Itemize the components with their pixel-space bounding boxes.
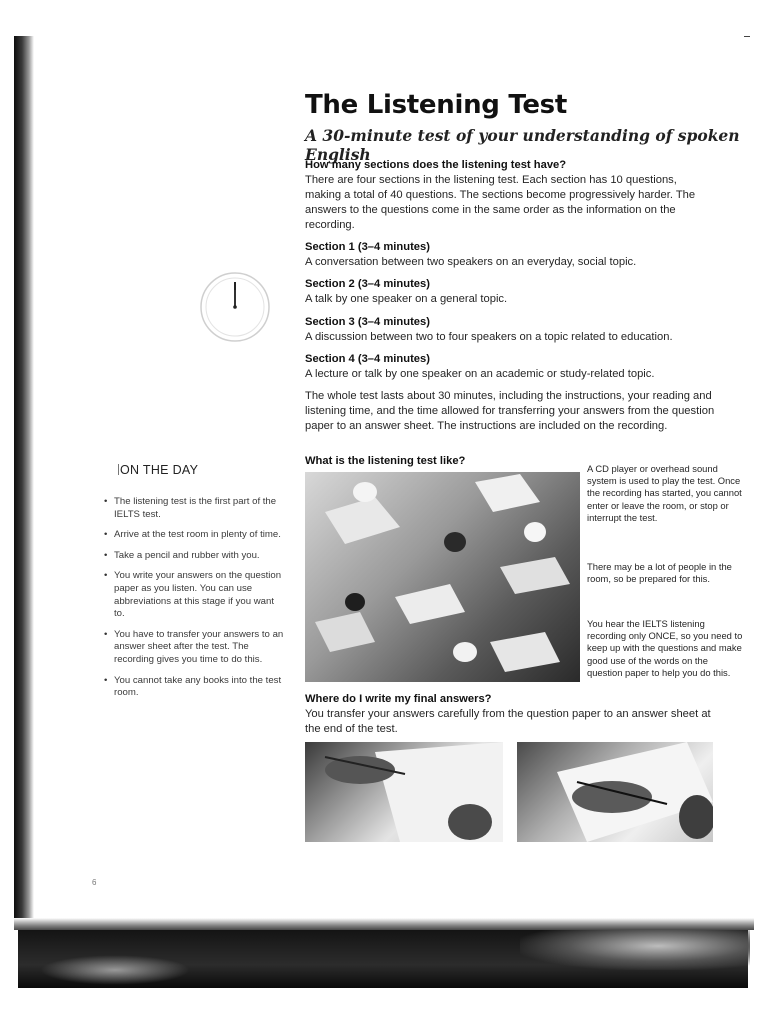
section-body: A lecture or talk by one speaker on an academic or study-related topic.	[305, 368, 655, 380]
section-body: A conversation between two speakers on an everyday, social topic.	[305, 256, 637, 268]
section-heading: Section 4 (3–4 minutes)	[305, 353, 430, 365]
page-number: 6	[92, 878, 97, 887]
section-heading: Section 3 (3–4 minutes)	[305, 316, 430, 328]
section-body: A discussion between two to four speakers on a topic related to education.	[305, 331, 673, 343]
list-item: • Arrive at the test room in plenty of time.	[104, 529, 284, 542]
heading-tick	[118, 464, 119, 475]
duration-paragraph: The whole test lasts about 30 minutes, including the instructions, your reading and listening time, and the time allowed for transferring your answers from the question paper to an answer sheet. The instructions are included on the recording.	[305, 390, 715, 432]
scan-page-edge	[14, 36, 34, 926]
duration-block	[305, 389, 715, 434]
list-item: • The listening test is the first part of the IELTS test.	[104, 496, 284, 521]
list-item: • You write your answers on the question paper as you listen. You can use abbreviations at this stage if you want to.	[104, 570, 284, 620]
listening-like-heading: What is the listening test like?	[305, 455, 466, 467]
answer-sheet-photo	[517, 742, 713, 842]
caption: A CD player or overhead sound system is used to play the test. Once the recording has started, you cannot enter or leave the room, or stop or interrupt the test.	[587, 463, 742, 523]
page-title: The Listening Test	[305, 90, 567, 120]
clock-icon	[198, 270, 272, 344]
section-body: A talk by one speaker on a general topic.	[305, 293, 508, 305]
caption: You hear the IELTS listening recording only ONCE, so you need to keep up with the questions and make good use of the words on the question paper to help you do this.	[587, 618, 743, 678]
scan-highlight-left	[40, 955, 190, 985]
exam-room-photo	[305, 472, 580, 682]
intro-body: There are four sections in the listening test. Each section has 10 questions, making a total of 40 questions. The sections become progressively harder. The answers to the questions come in the same order as the information on the recording.	[305, 174, 696, 231]
section-1-block	[305, 240, 715, 270]
list-item: • Take a pencil and rubber with you.	[104, 550, 284, 563]
on-the-day-title: ON THE DAY	[120, 463, 199, 477]
section-3-block	[305, 315, 715, 345]
caption: There may be a lot of people in the room, so be prepared for this.	[587, 561, 732, 585]
intro-heading: How many sections does the listening test have?	[305, 159, 567, 171]
writing-hand-photo	[305, 742, 503, 842]
section-4-block	[305, 352, 715, 382]
section-2-block	[305, 277, 715, 307]
final-answers-heading: Where do I write my final answers?	[305, 693, 492, 705]
section-heading: Section 2 (3–4 minutes)	[305, 278, 430, 290]
section-heading: Section 1 (3–4 minutes)	[305, 241, 430, 253]
page-subtitle: A 30-minute test of your understanding of spoken English	[305, 126, 740, 164]
scan-highlight	[520, 930, 750, 970]
final-answers-body: You transfer your answers carefully from the question paper to an answer sheet at the end of the test.	[305, 708, 711, 735]
intro-block	[305, 158, 715, 233]
on-the-day-list	[104, 496, 284, 708]
list-item: • You have to transfer your answers to an answer sheet after the test. The recording gives you time to do this.	[104, 629, 284, 667]
corner-mark	[744, 36, 750, 37]
list-item: • You cannot take any books into the test room.	[104, 675, 284, 700]
